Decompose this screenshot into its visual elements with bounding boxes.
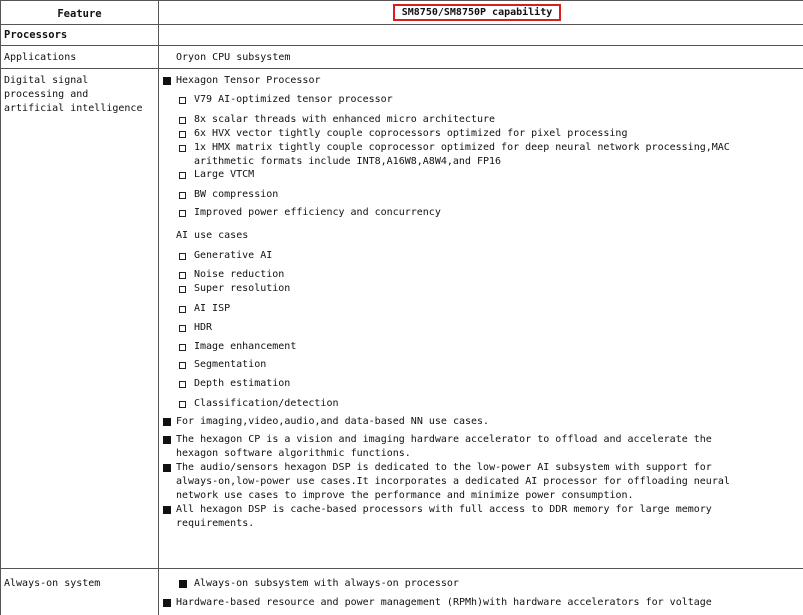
table-row-always-on xyxy=(1,569,803,615)
dsp-ai-label xyxy=(4,74,154,116)
feature-item-continued: arithmetic formats include INT8,A16W8,A8W4,and FP16 xyxy=(194,156,502,167)
checkbox-icon xyxy=(179,306,186,313)
checkbox-icon xyxy=(179,97,186,104)
table-row-dsp-ai xyxy=(1,69,803,569)
dsp-ai-label-line: artificial intelligence xyxy=(4,103,143,114)
checkbox-icon xyxy=(179,381,186,388)
use-cases-title: AI use cases xyxy=(176,230,249,241)
checkbox-icon xyxy=(179,253,186,260)
checkbox-icon xyxy=(179,344,186,351)
checkbox-icon xyxy=(179,145,186,152)
feature-column-header: Feature xyxy=(57,8,102,20)
feature-item: Large VTCM xyxy=(194,169,255,180)
bullet-item: For imaging,video,audio,and data-based NN use cases. xyxy=(176,416,490,427)
bullet-item-continued: hexagon software algorithmic functions. xyxy=(176,448,411,459)
checkbox-icon xyxy=(179,192,186,199)
bullet-item-continued: requirements. xyxy=(176,518,255,529)
always-on-bullet: Always-on subsystem with always-on processor xyxy=(194,578,459,589)
bullet-item: The audio/sensors hexagon DSP is dedicated to the low-power AI subsystem with support for xyxy=(176,462,712,473)
checkbox-icon xyxy=(179,272,186,279)
use-case-item: Noise reduction xyxy=(194,269,285,280)
section-title: Processors xyxy=(4,29,68,41)
table-row-applications xyxy=(1,46,803,69)
checkbox-icon xyxy=(179,210,186,217)
use-case-item: Segmentation xyxy=(194,359,267,370)
feature-item: 8x scalar threads with enhanced micro architecture xyxy=(194,114,496,125)
checkbox-icon xyxy=(179,286,186,293)
use-case-item: Depth estimation xyxy=(194,378,291,389)
feature-item: BW compression xyxy=(194,189,279,200)
use-case-item: Generative AI xyxy=(194,250,273,261)
checkbox-icon xyxy=(179,117,186,124)
checkbox-icon xyxy=(179,401,186,408)
column-divider xyxy=(158,0,159,615)
dsp-ai-label-line: Digital signal xyxy=(4,75,89,86)
bullet-item: All hexagon DSP is cache-based processors with full access to DDR memory for large memory xyxy=(176,504,712,515)
use-case-item: Super resolution xyxy=(194,283,291,294)
use-case-item: AI ISP xyxy=(194,303,231,314)
capability-column-header: SM8750/SM8750P capability xyxy=(393,4,561,21)
checkbox-icon xyxy=(179,362,186,369)
table-header-row xyxy=(1,0,803,25)
bullet-item-continued: network use cases to improve the performance and minimize power consumption. xyxy=(176,490,634,501)
applications-label: Applications xyxy=(4,52,77,63)
always-on-bullet: Hardware-based resource and power management (RPMh)with hardware accelerators for voltage xyxy=(176,597,712,608)
filled-square-bullet-icon xyxy=(163,599,171,607)
dsp-ai-label-line: processing and xyxy=(4,89,89,100)
always-on-label: Always-on system xyxy=(4,578,101,589)
use-case-item: Classification/detection xyxy=(194,398,339,409)
checkbox-icon xyxy=(179,172,186,179)
feature-item: 6x HVX vector tightly couple coprocessors optimized for pixel processing xyxy=(194,128,628,139)
section-row xyxy=(1,25,803,46)
bullet-item: The hexagon CP is a vision and imaging hardware accelerator to offload and accelerate the xyxy=(176,434,712,445)
filled-square-bullet-icon xyxy=(163,464,171,472)
filled-square-bullet-icon xyxy=(163,436,171,444)
checkbox-icon xyxy=(179,131,186,138)
applications-value: Oryon CPU subsystem xyxy=(176,52,291,63)
filled-square-bullet-icon xyxy=(163,77,171,85)
filled-square-bullet-icon xyxy=(179,580,187,588)
hexagon-heading: Hexagon Tensor Processor xyxy=(176,75,321,86)
filled-square-bullet-icon xyxy=(163,418,171,426)
feature-item: 1x HMX matrix tightly couple coprocessor optimized for deep neural network processing,MAC xyxy=(194,142,730,153)
feature-item: Improved power efficiency and concurrency xyxy=(194,207,441,218)
feature-item: V79 AI-optimized tensor processor xyxy=(194,94,393,105)
bullet-item-continued: always-on,low-power use cases.It incorporates a dedicated AI processor for offloading neural xyxy=(176,476,730,487)
use-case-item: HDR xyxy=(194,322,213,333)
use-case-item: Image enhancement xyxy=(194,341,297,352)
checkbox-icon xyxy=(179,325,186,332)
filled-square-bullet-icon xyxy=(163,506,171,514)
